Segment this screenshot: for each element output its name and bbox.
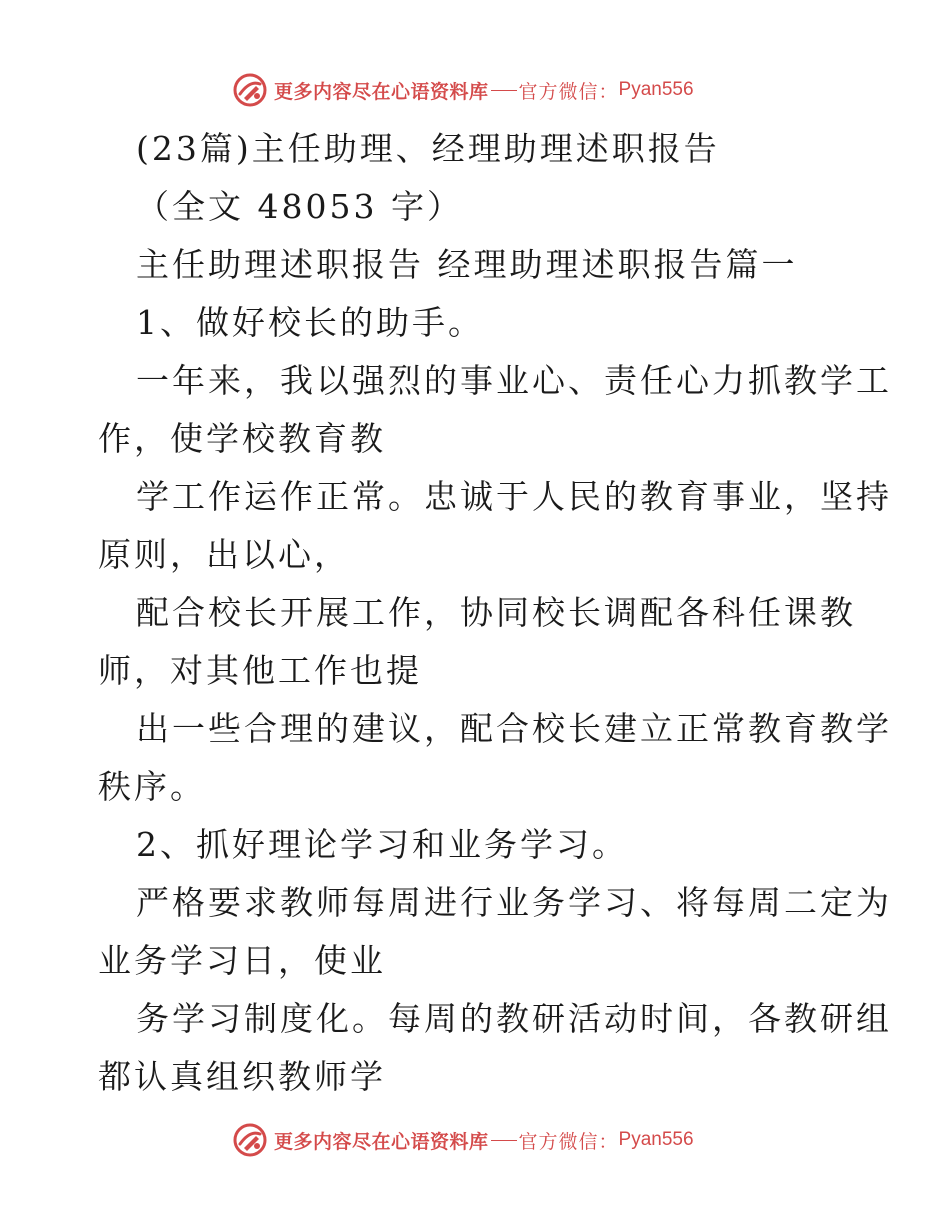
doc-line: 秩序。 <box>98 767 206 806</box>
doc-line: 作，使学校教育教 <box>98 419 386 458</box>
document-body <box>98 120 892 1106</box>
doc-line: 原则，出以心， <box>98 535 350 574</box>
watermark-text: 更多内容尽在心语资料库 <box>274 80 489 103</box>
doc-line: 一年来，我以强烈的事业心、责任心力抓教学工 <box>136 361 892 400</box>
logo-mark-icon <box>232 1122 268 1158</box>
wechat-label: 官方微信： <box>518 80 619 103</box>
doc-line: 2、抓好理论学习和业务学习。 <box>136 825 628 864</box>
wechat-id: Pyan556 <box>618 79 694 100</box>
doc-line: 师，对其他工作也提 <box>98 651 422 690</box>
doc-line: 主任助理述职报告 经理助理述职报告篇一 <box>136 245 798 284</box>
doc-line: 严格要求教师每周进行业务学习、将每周二定为 <box>136 883 892 922</box>
watermark-banner-bottom <box>232 1120 694 1160</box>
doc-line: (23篇)主任助理、经理助理述职报告 <box>136 129 720 168</box>
doc-line: 都认真组织教师学 <box>98 1057 386 1096</box>
doc-line: 学工作运作正常。忠诚于人民的教育事业，坚持 <box>136 477 892 516</box>
wechat-label: 官方微信： <box>518 1130 619 1153</box>
doc-line: 业务学习日，使业 <box>98 941 386 980</box>
watermark-separator <box>491 1140 517 1141</box>
doc-line: 1、做好校长的助手。 <box>136 303 484 342</box>
doc-line: 出一些合理的建议，配合校长建立正常教育教学 <box>136 709 892 748</box>
doc-line: （全文 48053 字） <box>136 187 463 226</box>
watermark-separator <box>491 90 517 91</box>
doc-line: 务学习制度化。每周的教研活动时间，各教研组 <box>136 999 892 1038</box>
watermark-text: 更多内容尽在心语资料库 <box>274 1130 489 1153</box>
logo-mark-icon <box>232 72 268 108</box>
doc-line: 配合校长开展工作，协同校长调配各科任课教 <box>136 593 856 632</box>
wechat-id: Pyan556 <box>618 1129 694 1150</box>
watermark-banner-top <box>232 70 694 110</box>
